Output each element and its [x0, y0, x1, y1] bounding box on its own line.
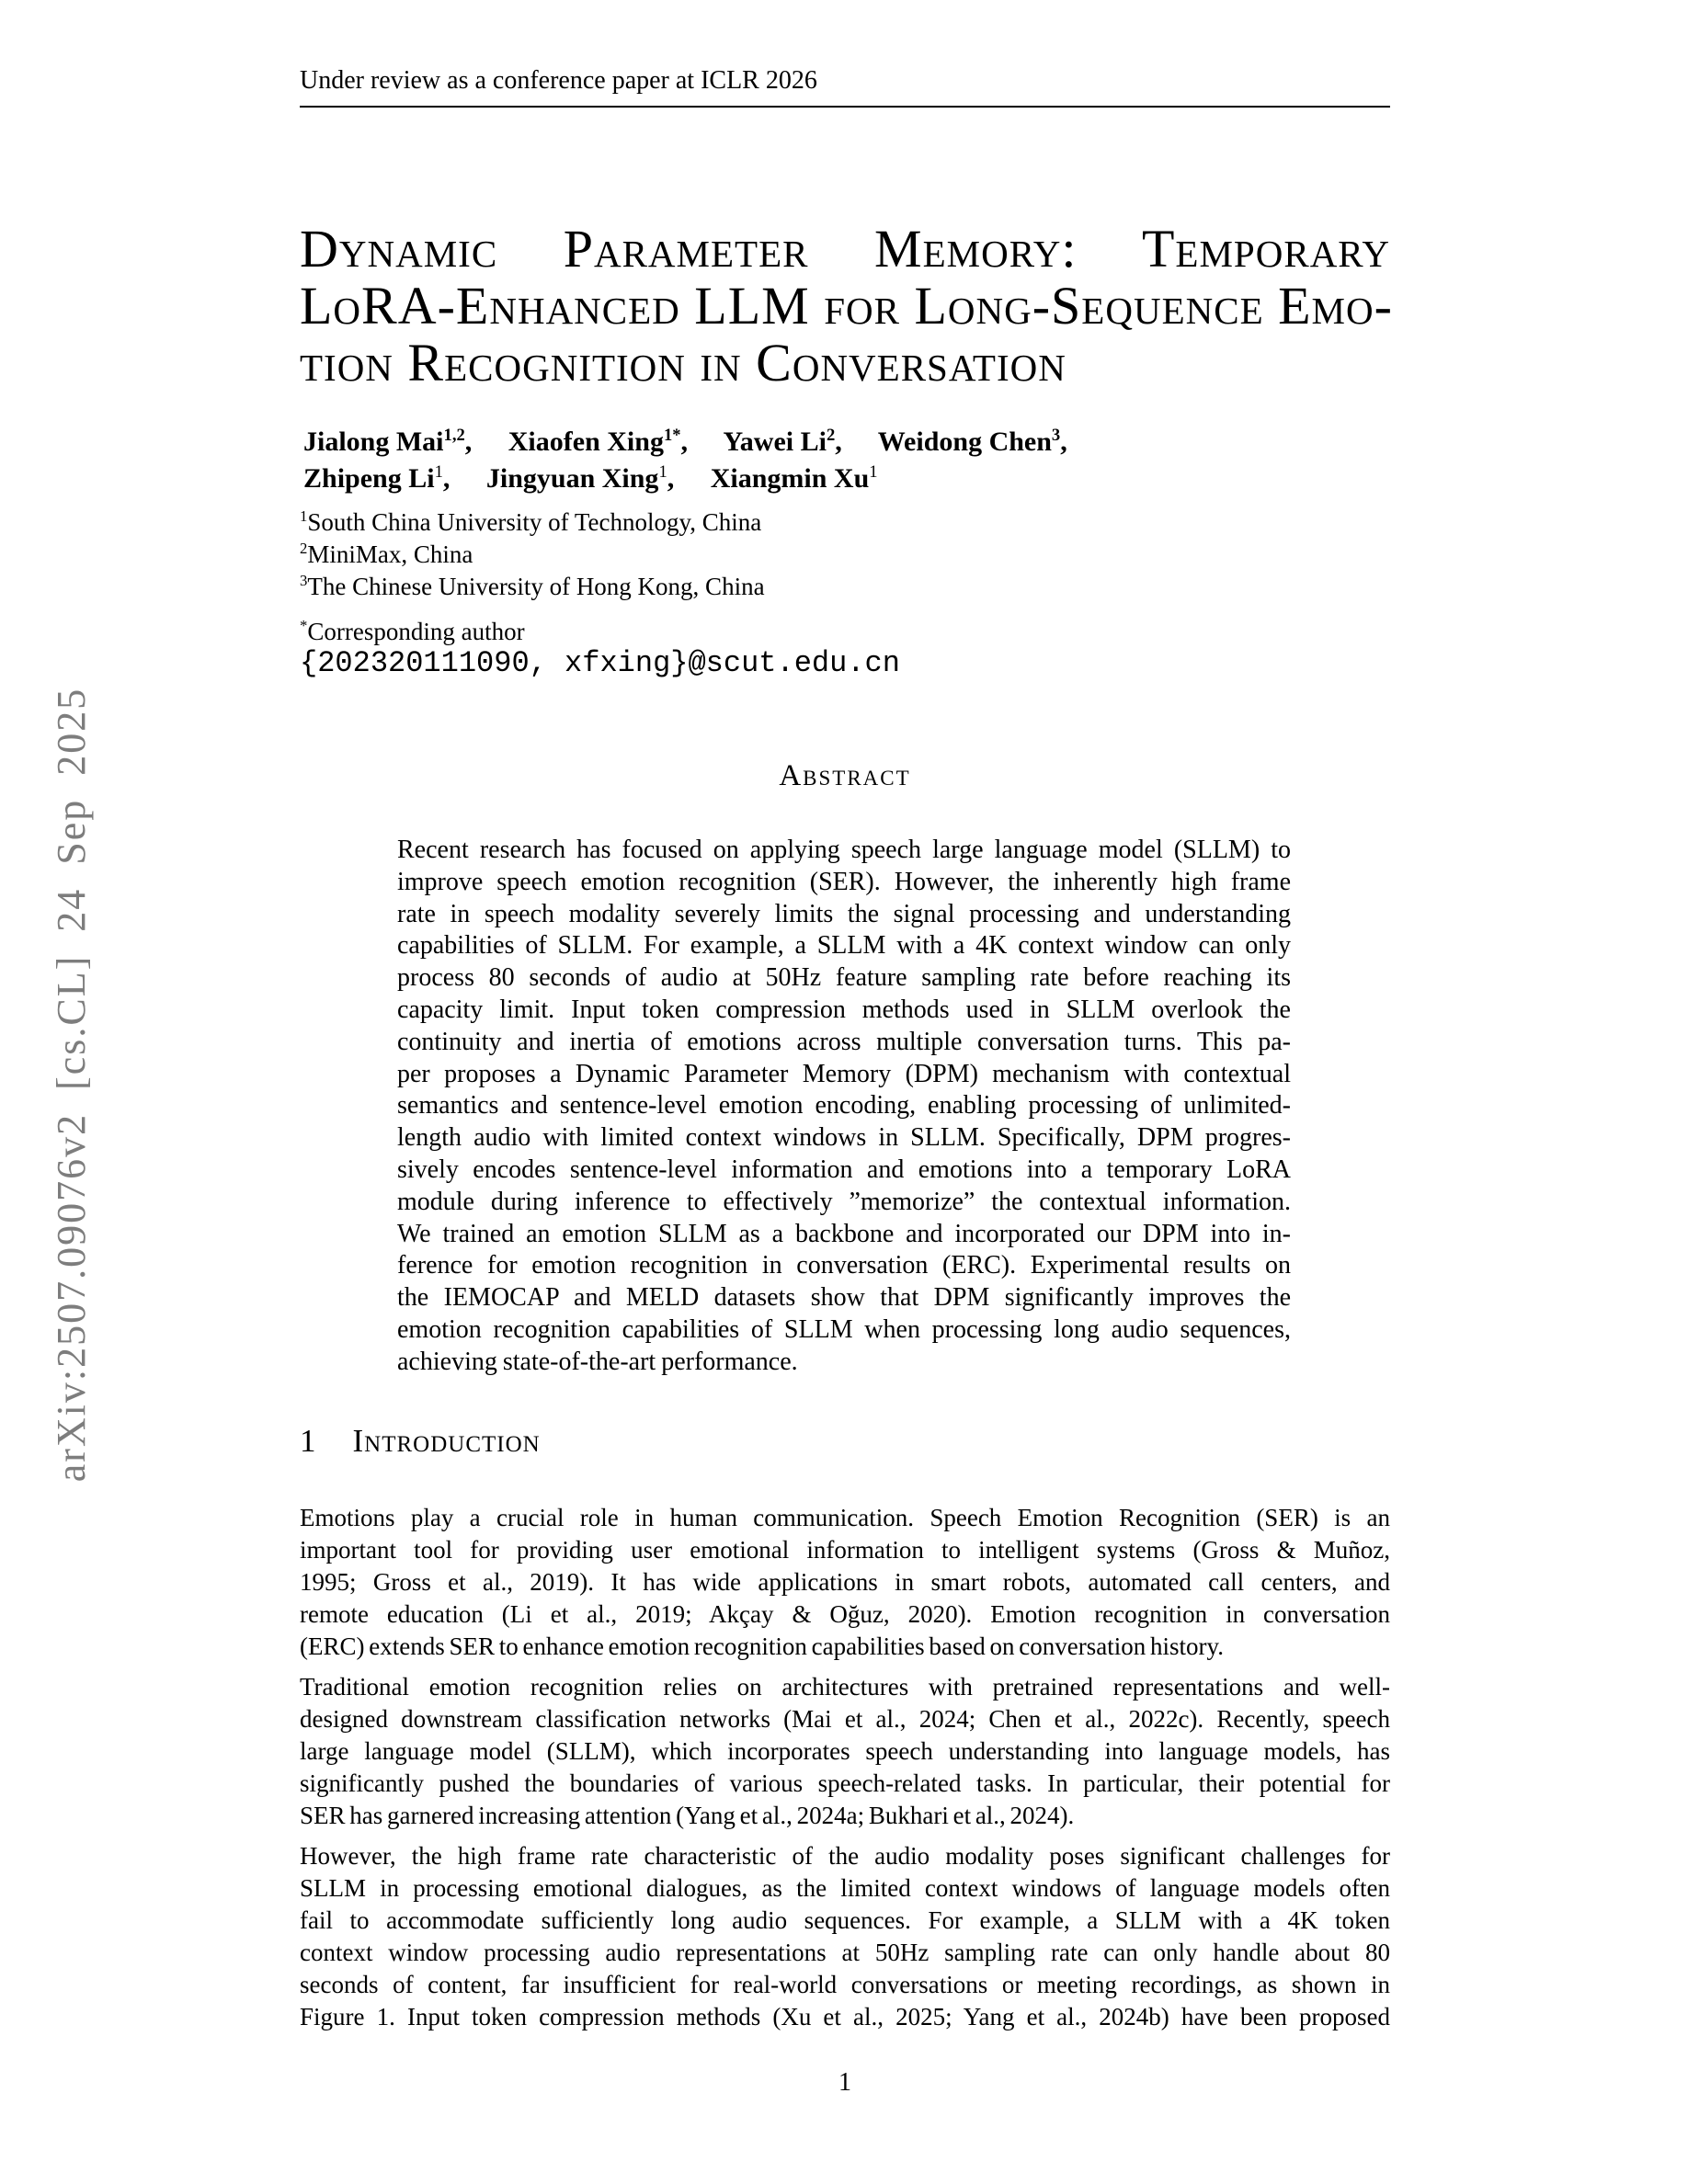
- author: [723, 427, 841, 457]
- text-line: significantly pushed the boundaries of various speech-related tasks. In particular, their potential for: [300, 1769, 1390, 1797]
- author: [486, 463, 674, 494]
- author-name: Zhipeng Li: [303, 463, 435, 494]
- author-name: Weidong Chen: [877, 427, 1052, 457]
- text-line: module during inference to effectively ”memorize” the contextual information.: [397, 1187, 1291, 1216]
- text-line: Traditional emotion recognition relies on architectures with pretrained representations and well-: [300, 1673, 1390, 1701]
- asterisk-marker: *: [300, 617, 308, 634]
- author-separator: ,: [680, 427, 689, 457]
- affiliation-row: [300, 539, 1390, 571]
- author: [303, 463, 450, 494]
- author-superscript: 2: [826, 426, 836, 445]
- text-line: large language model (SLLM), which incorporates speech understanding into language models, has: [300, 1737, 1390, 1765]
- affiliation-text: South China University of Technology, China: [307, 508, 762, 536]
- author-separator: ,: [442, 463, 451, 494]
- text-line: Dynamic Parameter Memory: Temporary: [300, 219, 1390, 279]
- author-name: Jingyuan Xing: [485, 463, 659, 494]
- page-number: 1: [838, 2068, 851, 2097]
- author: [508, 427, 688, 457]
- correspondence-block: [300, 616, 1390, 680]
- author-separator: ,: [464, 427, 473, 457]
- affiliation-row: [300, 571, 1390, 603]
- affiliation-text: MiniMax, China: [307, 540, 473, 568]
- text-line: Recent research has focused on applying speech large language model (SLLM) to: [397, 836, 1291, 864]
- text-line: SER has garnered increasing attention (Yang et al., 2024a; Bukhari et al., 2024).: [300, 1802, 1075, 1829]
- text-line: the IEMOCAP and MELD datasets show that DPM significantly improves the: [397, 1283, 1291, 1313]
- text-line: SLLM in processing emotional dialogues, as the limited context windows of language models often: [300, 1874, 1390, 1902]
- text-line: achieving state-of-the-art performance.: [397, 1347, 798, 1376]
- text-line: ference for emotion recognition in conversation (ERC). Experimental results on: [397, 1251, 1291, 1280]
- text-line: fail to accommodate sufficiently long audio sequences. For example, a SLLM with a 4K token: [300, 1906, 1390, 1934]
- paper-title: [300, 219, 1393, 392]
- text-line: emotion recognition capabilities of SLLM when processing long audio sequences,: [397, 1314, 1291, 1344]
- intro-paragraph-2: [300, 1671, 1390, 1832]
- text-line: important tool for providing user emotional information to intelligent systems (Gross & Muñoz,: [300, 1536, 1390, 1564]
- text-line: designed downstream classification networks (Mai et al., 2024; Chen et al., 2022c). Recently, speech: [300, 1705, 1390, 1733]
- authors-row-1: [303, 424, 1394, 461]
- section-heading-introduction: [300, 1421, 1390, 1462]
- intro-paragraph-3: [300, 1840, 1390, 2033]
- author-name: Yawei Li: [723, 427, 827, 457]
- author-name: Xiangmin Xu: [710, 463, 870, 494]
- authors-block: [303, 424, 1394, 497]
- text-line: remote education (Li et al., 2019; Akçay & Oğuz, 2020). Emotion recognition in conversation: [300, 1600, 1390, 1628]
- text-line: tion Recognition in Conversation: [300, 333, 1066, 392]
- author: [711, 463, 878, 494]
- text-line: We trained an emotion SLLM as a backbone and incorporated our DPM into in-: [397, 1219, 1291, 1248]
- text-line: process 80 seconds of audio at 50Hz feature sampling rate before reaching its: [397, 963, 1291, 993]
- author-separator: ,: [835, 427, 842, 457]
- abstract-heading: Abstract: [779, 759, 911, 792]
- corresponding-author-note: [300, 616, 1390, 647]
- text-line: However, the high frame rate characteristic of the audio modality poses significant challenges for: [300, 1842, 1390, 1870]
- authors-row-2: [303, 461, 1394, 497]
- affiliation-superscript: 2: [300, 540, 308, 557]
- author-superscript: 1,2: [443, 426, 465, 445]
- section-number: 1: [300, 1423, 316, 1459]
- text-line: length audio with limited context windows in SLLM. Specifically, DPM progres-: [397, 1123, 1291, 1153]
- author-separator: ,: [1060, 427, 1067, 457]
- intro-paragraph-1: [300, 1502, 1390, 1663]
- text-line: rate in speech modality severely limits the signal processing and understanding: [397, 899, 1291, 928]
- author: [303, 427, 472, 457]
- corresponding-author-label: Corresponding author: [307, 618, 525, 645]
- text-line: capacity limit. Input token compression methods used in SLLM overlook the: [397, 995, 1291, 1024]
- text-line: LoRA-Enhanced LLM for Long-Sequence Emo-: [300, 276, 1393, 336]
- author: [878, 427, 1067, 457]
- section-title: Introduction: [352, 1423, 541, 1459]
- affiliation-superscript: 3: [300, 572, 308, 589]
- text-line: seconds of content, far insufficient for real-world conversations or meeting recordings, as shown in: [300, 1971, 1390, 1998]
- author-separator: ,: [667, 463, 675, 494]
- text-line: 1995; Gross et al., 2019). It has wide applications in smart robots, automated call centers, and: [300, 1568, 1390, 1596]
- author-superscript: 1: [434, 462, 443, 482]
- text-line: semantics and sentence-level emotion encoding, enabling processing of unlimited-: [397, 1091, 1291, 1120]
- affiliation-text: The Chinese University of Hong Kong, China: [307, 573, 765, 600]
- header-review-note: Under review as a conference paper at ICLR 2026: [300, 66, 1390, 108]
- text-line: capabilities of SLLM. For example, a SLLM with a 4K context window can only: [397, 931, 1291, 961]
- author-superscript: 3: [1051, 426, 1061, 445]
- affiliation-superscript: 1: [300, 507, 308, 525]
- text-line: sively encodes sentence-level information and emotions into a temporary LoRA: [397, 1155, 1291, 1184]
- author-name: Jialong Mai: [303, 427, 444, 457]
- affiliations-block: [300, 506, 1390, 603]
- author-superscript: 1: [658, 462, 667, 482]
- email-line: {202320111090, xfxing}@scut.edu.cn: [300, 646, 900, 680]
- text-line: Emotions play a crucial role in human communication. Speech Emotion Recognition (SER) is an: [300, 1504, 1390, 1531]
- text-line: (ERC) extends SER to enhance emotion recognition capabilities based on conversation history.: [300, 1632, 1225, 1660]
- abstract-body: [397, 835, 1291, 1379]
- text-line: Figure 1. Input token compression methods (Xu et al., 2025; Yang et al., 2024b) have been proposed: [300, 2003, 1390, 2030]
- author-name: Xiaofen Xing: [508, 427, 664, 457]
- text-line: context window processing audio representations at 50Hz sampling rate can only handle about 80: [300, 1939, 1390, 1966]
- arxiv-watermark: arXiv:2507.09076v2 [cs.CL] 24 Sep 2025: [49, 687, 94, 1483]
- author-superscript: 1: [869, 462, 878, 482]
- text-line: per proposes a Dynamic Parameter Memory (DPM) mechanism with contextual: [397, 1059, 1291, 1088]
- text-line: improve speech emotion recognition (SER). However, the inherently high frame: [397, 867, 1291, 896]
- text-line: continuity and inertia of emotions across multiple conversation turns. This pa-: [397, 1027, 1291, 1056]
- affiliation-row: [300, 506, 1390, 539]
- author-superscript: 1*: [663, 426, 681, 445]
